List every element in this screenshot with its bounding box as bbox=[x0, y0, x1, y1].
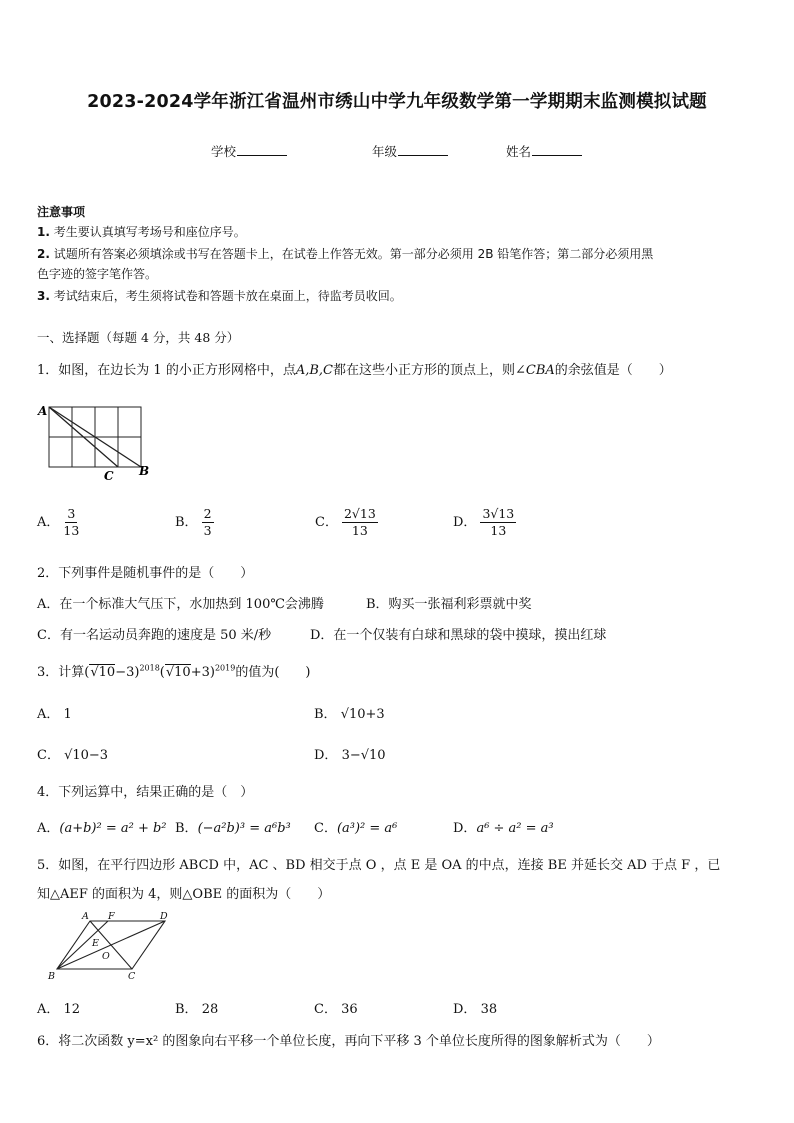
label-a: A bbox=[38, 404, 48, 418]
school-blank bbox=[237, 143, 287, 156]
question-5-line-2: 知△AEF 的面积为 4，则△OBE 的面积为（ ） bbox=[37, 887, 331, 902]
label-o: O bbox=[102, 951, 110, 962]
note-item-3: 3. 考试结束后，考生须将试卷和答题卡放在桌面上，待监考员收回。 bbox=[37, 289, 402, 303]
label-a: A bbox=[82, 911, 89, 922]
q1-option-a: A． $\frac{3}{13}$ bbox=[37, 506, 80, 538]
question-5-line-1: 5．如图，在平行四边形 ABCD 中，AC 、BD 相交于点 O ，点 E 是 OA 的中点，连接 BE 并延长交 AD 于点 F ，已 bbox=[37, 858, 721, 873]
label-f: F bbox=[108, 911, 115, 922]
q4-option-b: B．(−a²b)³ = a⁶b³ bbox=[175, 821, 291, 836]
q2-option-c: C．有一名运动员奔跑的速度是 50 米/秒 bbox=[37, 628, 272, 643]
name-blank bbox=[532, 143, 582, 156]
label-b: B bbox=[48, 971, 55, 982]
notes-heading: 注意事项 bbox=[37, 205, 86, 219]
label-b: B bbox=[139, 464, 150, 478]
q2-option-a: A．在一个标准大气压下，水加热到 100℃会沸腾 bbox=[37, 597, 324, 612]
q1-option-c: C． $\frac{2√13}{13}$ bbox=[315, 506, 376, 538]
question-1: 1．如图，在边长为 1 的小正方形网格中，点A,B,C都在这些小正方形的顶点上，则∠CBA的余弦值是（ ） bbox=[37, 363, 672, 378]
question-4: 4．下列运算中，结果正确的是（ ） bbox=[37, 785, 254, 800]
name-field: 姓名 bbox=[506, 142, 582, 160]
question-2: 2．下列事件是随机事件的是（ ） bbox=[37, 566, 254, 581]
grade-blank bbox=[398, 143, 448, 156]
label-d: D bbox=[160, 911, 168, 922]
q4-option-c: C．(a³)² = a⁶ bbox=[314, 821, 398, 836]
question-6: 6．将二次函数 y=x² 的图象向右平移一个单位长度，再向下平移 3 个单位长度所得的图象解析式为（ ） bbox=[37, 1034, 660, 1049]
question-3: 3．计算$(√10-3)^{2018}(√10+3)^{2019}$的值为( ) bbox=[37, 663, 311, 680]
page-title: 2023-2024学年浙江省温州市绣山中学九年级数学第一学期期末监测模拟试题 bbox=[87, 92, 707, 112]
q3-option-d: D． 3−√10 bbox=[314, 748, 386, 763]
q1-grid-figure bbox=[36, 402, 154, 484]
q5-parallelogram-figure bbox=[44, 911, 174, 987]
q3-option-c: C． √10−3 bbox=[37, 748, 109, 763]
grade-field: 年级 bbox=[372, 142, 448, 160]
q2-option-d: D．在一个仅装有白球和黑球的袋中摸球，摸出红球 bbox=[310, 628, 607, 643]
q1-option-b: B． $\frac{2}{3}$ bbox=[175, 506, 212, 538]
label-c: C bbox=[104, 469, 114, 483]
q5-option-c: C． 36 bbox=[314, 1002, 358, 1017]
note-item-2-cont: 色字迹的签字笔作答。 bbox=[37, 267, 158, 281]
q1-option-d: D． $\frac{3√13}{13}$ bbox=[453, 506, 515, 538]
note-item-1: 1. 考生要认真填写考场号和座位序号。 bbox=[37, 225, 246, 239]
school-field: 学校 bbox=[211, 142, 287, 160]
q5-option-b: B． 28 bbox=[175, 1002, 219, 1017]
q2-option-b: B．购买一张福利彩票就中奖 bbox=[366, 597, 532, 612]
label-e: E bbox=[92, 938, 99, 949]
q5-option-a: A． 12 bbox=[37, 1002, 81, 1017]
note-item-2: 2. 试题所有答案必须填涂或书写在答题卡上，在试卷上作答无效。第一部分必须用 2B 铅笔作答；第二部分必须用黑 bbox=[37, 247, 654, 261]
label-c: C bbox=[128, 971, 136, 982]
q5-option-d: D． 38 bbox=[453, 1002, 498, 1017]
q3-option-b: B． √10+3 bbox=[314, 707, 385, 722]
q3-option-a: A． 1 bbox=[37, 707, 72, 722]
q4-option-a: A．(a+b)² = a² + b² bbox=[37, 821, 167, 836]
section-title: 一、选择题（每题 4 分，共 48 分） bbox=[37, 330, 240, 345]
q4-option-d: D．a⁶ ÷ a² = a³ bbox=[453, 821, 554, 836]
